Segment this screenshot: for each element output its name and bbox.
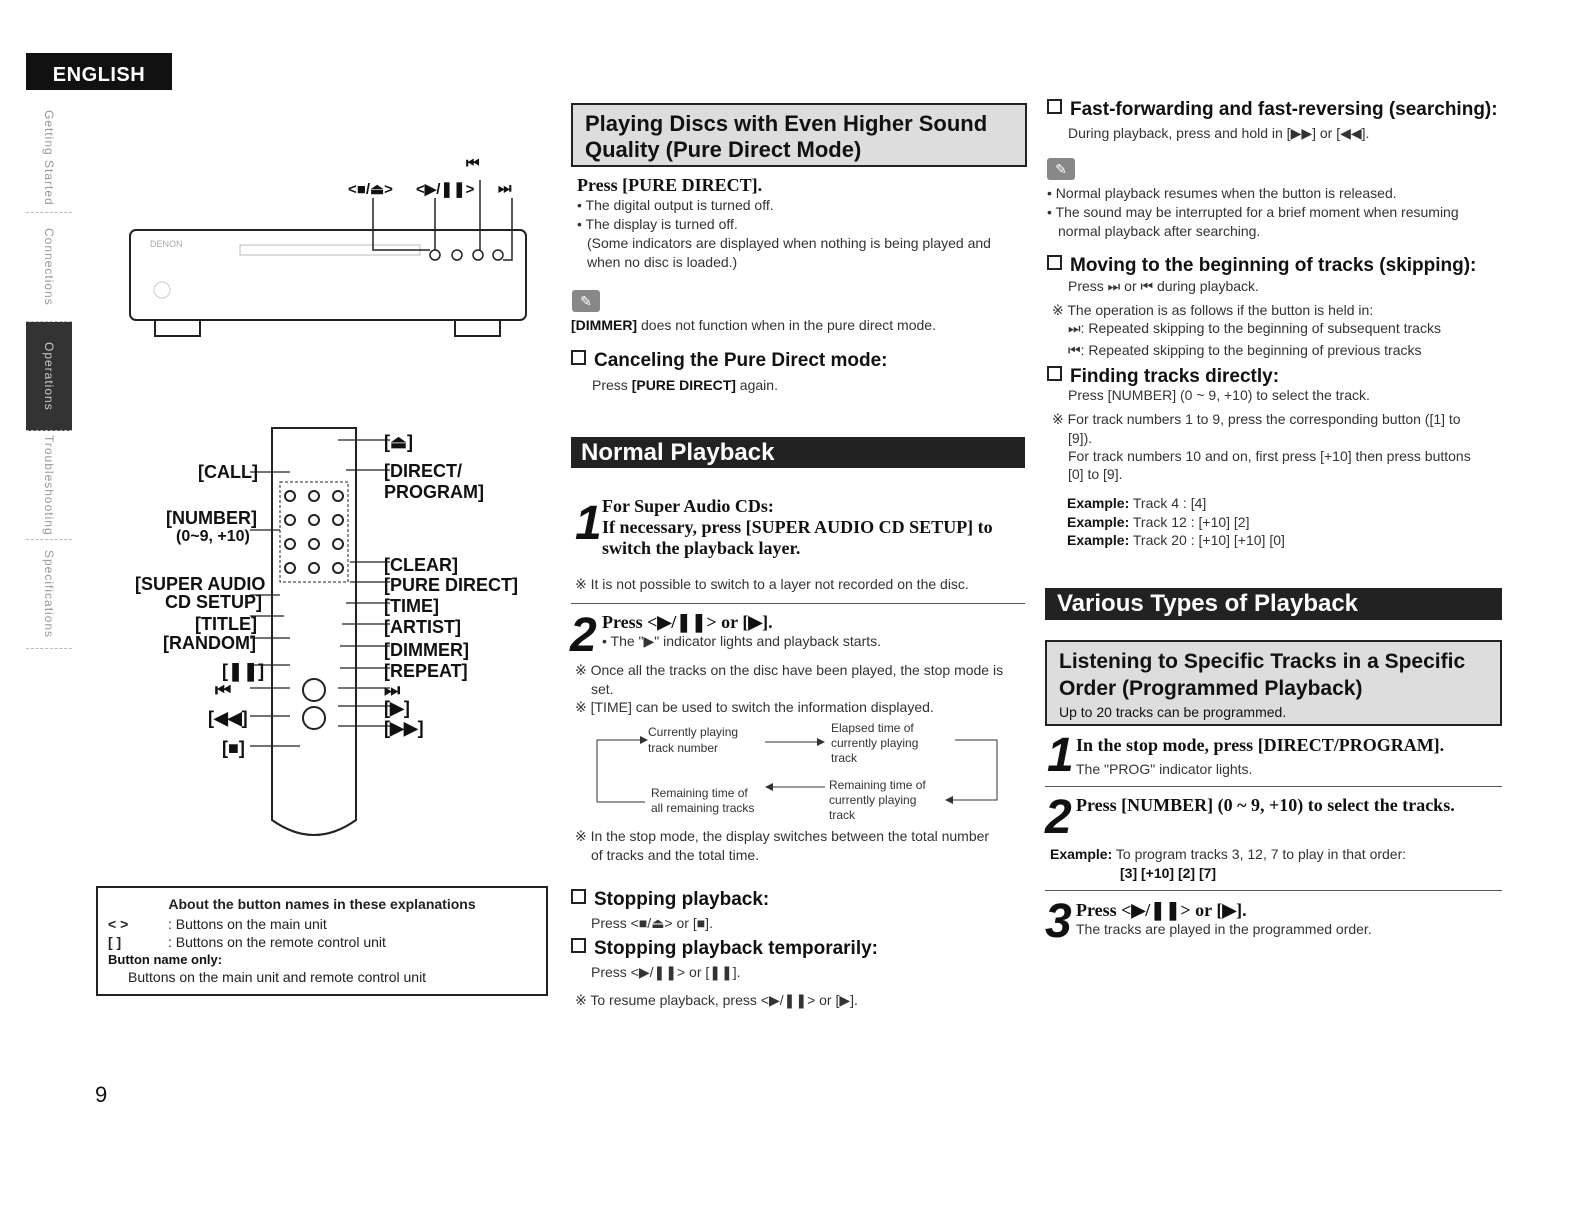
remote-label-dimmer: [DIMMER] [384, 640, 469, 660]
button-names-note: About the button names in these explanations < > : Buttons on the main unit [ ] : Buttons on the remote control unit Button name only: Buttons on the main unit and remote control unit [96, 886, 548, 996]
example-track-12: Example: Track 12 : [+10] [2] [1067, 514, 1250, 530]
checkbox-icon [571, 350, 586, 365]
remote-label-number: [NUMBER] [166, 508, 257, 528]
pencil-note-icon: ✎ [572, 290, 600, 312]
remote-label-call: [CALL] [198, 462, 258, 482]
various-playback-header: Various Types of Playback [1045, 588, 1502, 620]
diagram-elapsed-time: Elapsed time of currently playing track [831, 721, 919, 765]
pure-direct-header: Playing Discs with Even Higher Sound Quality (Pure Direct Mode) [571, 103, 1027, 167]
note-title: About the button names in these explanations [168, 896, 476, 912]
remote-label-next: ⏭ [384, 680, 401, 700]
example-track-20: Example: Track 20 : [+10] [+10] [0] [1067, 532, 1285, 548]
tab-specifications[interactable]: Specifications [26, 540, 72, 649]
remote-label-eject: [⏏] [384, 432, 413, 452]
checkbox-icon [1047, 255, 1062, 270]
prog-example: Example: To program tracks 3, 12, 7 to play in that order: [1050, 846, 1407, 862]
tab-connections[interactable]: Connections [26, 213, 72, 322]
remote-label-cd-setup: CD SETUP] [165, 592, 263, 612]
next-label: ⏭ [498, 180, 512, 197]
remote-label-stop: [■] [222, 738, 245, 758]
step-2-number: 2 [570, 609, 597, 662]
remote-label-prev: ⏮ [215, 680, 232, 700]
step-1-number: 1 [575, 497, 602, 550]
pencil-note-icon: ✎ [1047, 158, 1075, 180]
remote-label-direct: [DIRECT/ [384, 461, 462, 481]
section-tabs [26, 104, 72, 649]
press-pure-direct: Press [PURE DIRECT]. [577, 175, 763, 195]
remote-label-time: [TIME] [384, 596, 439, 616]
brand-logo: DENON [150, 239, 183, 249]
prog-step-2-number: 2 [1045, 791, 1072, 844]
remote-label-pause: [❚❚] [222, 661, 265, 681]
play-pause-label: <▶/❚❚> [416, 181, 475, 198]
remote-label-rewind: [◀◀] [208, 708, 248, 728]
pause-playback-title: Stopping playback temporarily: [571, 938, 878, 960]
remote-label-artist: [ARTIST] [384, 617, 461, 637]
prog-step-1-number: 1 [1047, 729, 1074, 782]
remote-label-title: [TITLE] [195, 614, 257, 634]
cancel-pure-direct-title: Canceling the Pure Direct mode: [571, 350, 888, 372]
checkbox-icon [571, 889, 586, 904]
remote-label-ffwd: [▶▶] [384, 718, 424, 738]
skipping-title: Moving to the beginning of tracks (skipping): [1047, 255, 1476, 277]
remote-illustration [250, 420, 390, 850]
remote-label-random: [RANDOM] [163, 633, 256, 653]
prog-step-3-number: 3 [1045, 895, 1072, 948]
checkbox-icon [1047, 99, 1062, 114]
page-number: 9 [95, 1082, 108, 1107]
remote-label-repeat: [REPEAT] [384, 661, 468, 681]
searching-title: Fast-forwarding and fast-reversing (searching): [1047, 99, 1498, 121]
tab-getting-started[interactable]: Getting Started [26, 104, 72, 213]
dimmer-note: [DIMMER] does not function when in the pure direct mode. [571, 317, 936, 333]
stopping-playback-title: Stopping playback: [571, 889, 769, 911]
remote-label-clear: [CLEAR] [384, 555, 458, 575]
remote-label-play: [▶] [384, 698, 410, 718]
remote-label-super-audio: [SUPER AUDIO [135, 574, 266, 594]
language-tab: ENGLISH [26, 53, 172, 90]
remote-label-program: PROGRAM] [384, 482, 484, 502]
example-track-4: Example: Track 4 : [4] [1067, 495, 1207, 511]
tab-operations[interactable]: Operations [26, 322, 72, 431]
prev-label: ⏮ [466, 155, 480, 172]
normal-playback-header: Normal Playback [571, 437, 1025, 468]
programmed-playback-header: Listening to Specific Tracks in a Specific Order (Programmed Playback) Up to 20 tracks can be programmed. [1045, 640, 1502, 726]
stop-eject-label: <■/⏏> [348, 181, 393, 198]
checkbox-icon [1047, 366, 1062, 381]
diagram-current-track: Currently playing track number [648, 725, 739, 755]
main-unit-illustration [120, 150, 540, 350]
remote-label-pure-direct: [PURE DIRECT] [384, 575, 518, 595]
remote-label-number-range: (0~9, +10) [176, 528, 250, 545]
diagram-remaining-all: Remaining time of all remaining tracks [651, 786, 755, 815]
finding-tracks-title: Finding tracks directly: [1047, 366, 1279, 388]
cancel-pure-direct-text: Press [PURE DIRECT] again. [592, 377, 778, 393]
tab-troubleshooting[interactable]: Troubleshooting [26, 431, 72, 540]
diagram-remaining-current: Remaining time of currently playing track [829, 778, 926, 822]
checkbox-icon [571, 938, 586, 953]
